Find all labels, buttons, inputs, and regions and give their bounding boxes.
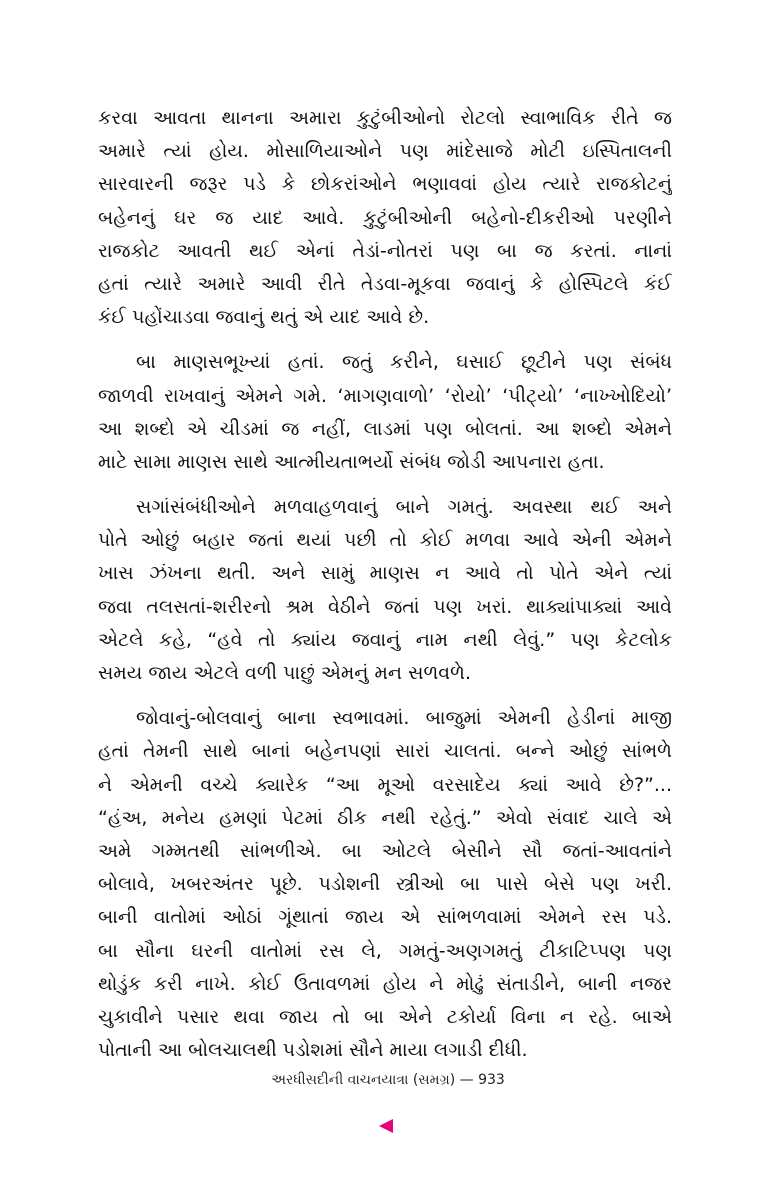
text-line: બહેનનું ઘર જ યાદ આવે. કુટુંબીઓની બહેનો-દીકરીઓ પરણીને	[98, 206, 672, 229]
text-line: કંઈ પહોંચાડવા જવાનું થતું એ યાદ આવે છે.	[98, 306, 430, 329]
text-line: જવા તલસતાં-શરીરનો શ્રમ વેઠીને જતાં પણ ખરાં. થાક્યાંપાક્યાં આવે	[98, 595, 672, 618]
text-line: હતાં તેમની સાથે બાનાં બહેનપણાં સારાં ચાલતાં. બન્ને ઓછું સાંભળે	[98, 740, 672, 763]
text-line: જાળવી રાખવાનું એમને ગમે. ‘માગણવાળો’ ‘રોયો’ ‘પીટ્યો’ ‘નાખ્ખોદિયો’	[98, 384, 672, 407]
text-line: અમારે ત્યાં હોય. મોસાળિયાઓને પણ માંદેસાજે મોટી ઇસ્પિતાલની	[98, 140, 672, 163]
text-line: રાજકોટ આવતી થઈ એનાં તેડાં-નોતરાં પણ બા જ કરતાં. નાનાં	[98, 239, 672, 262]
text-line: સારવારની જરૂર પડે કે છોકરાંઓને ભણાવવાં હોય ત્યારે રાજકોટનું	[98, 173, 672, 196]
text-line: એટલે કહે, “હવે તો ક્યાંય જવાનું નામ નથી લેવું.” પણ કેટલોક	[98, 628, 672, 651]
text-line: સમય જાય એટલે વળી પાછું એમનું મન સળવળે.	[98, 662, 472, 684]
text-line: “હંઅ, મનેય હમણાં પેટમાં ઠીક નથી રહેતું.” એવો સંવાદ ચાલે એ	[98, 806, 672, 829]
text-line: બાની વાતોમાં ઓઠાં ગૂંથાતાં જાય એ સાંભળવામાં એમને રસ પડે.	[98, 906, 672, 929]
page-footer: અરધીસદીની વાચનયાત્રા (સમગ્ર) — 933	[271, 1072, 505, 1088]
paragraph-2	[98, 346, 672, 479]
text-line: સગાંસંબંધીઓને મળવાહળવાનું બાને ગમતું. અવસ્થા થઈ અને	[136, 496, 672, 519]
text-line: બા માણસભૂખ્યાં હતાં. જતું કરીને, ઘસાઈ છૂટીને પણ સંબંધ	[136, 351, 672, 374]
page-body	[98, 102, 672, 1079]
text-line: ચુકાવીને પસાર થવા જાય તો બા એને ટકોર્યા વિના ન રહે. બાએ	[98, 1005, 672, 1028]
text-line: આ શબ્દો એ ચીડમાં જ નહીં, લાડમાં પણ બોલતાં. આ શબ્દો એમને	[98, 417, 672, 440]
text-line: ને એમની વચ્ચે ક્યારેક “આ મૂઓ વરસાદેય ક્યાં આવે છે?”...	[98, 773, 672, 796]
text-line: પોતાની આ બોલચાલથી પડોશમાં સૌને માયા લગાડી દીધી.	[98, 1039, 528, 1062]
text-line: હતાં ત્યારે અમારે આવી રીતે તેડવા-મૂકવા જવાનું કે હોસ્પિટલે કંઈ	[98, 272, 672, 295]
text-line: કરવા આવતા થાનના અમારા કુટુંબીઓનો રોટલો સ્વાભાવિક રીતે જ	[98, 107, 672, 129]
paragraph-1	[98, 102, 672, 334]
text-line: પોતે ઓછું બહાર જતાં થયાં પછી તો કોઈ મળવા આવે એની એમને	[98, 529, 672, 552]
paragraph-3	[98, 491, 672, 690]
text-line: જોવાનું-બોલવાનું બાના સ્વભાવમાં. બાજુમાં એમની હેડીનાં માજી	[136, 707, 672, 730]
text-line: અમે ગમ્મતથી સાંભળીએ. બા ઓટલે બેસીને સૌ જતાં-આવતાંને	[98, 839, 672, 862]
paragraph-4	[98, 702, 672, 1067]
text-line: ખાસ ઝંખના થતી. અને સામું માણસ ન આવે તો પોતે એને ત્યાં	[98, 562, 672, 585]
text-line: થોડુંક કરી નાખે. કોઈ ઉતાવળમાં હોય ને મોઢું સંતાડીને, બાની નજર	[98, 972, 672, 995]
text-line: માટે સામા માણસ સાથે આત્મીયતાભર્યો સંબંધ જોડી આપનારા હતા.	[98, 450, 605, 473]
text-line: બોલાવે, ખબરઅંતર પૂછે. પડોશની સ્ત્રીઓ બા પાસે બેસે પણ ખરી.	[98, 873, 672, 896]
triangle-left-icon[interactable]	[379, 1119, 393, 1133]
text-line: બા સૌના ઘરની વાતોમાં રસ લે, ગમતું-અણગમતું ટીકાટિપ્પણ પણ	[98, 939, 672, 962]
